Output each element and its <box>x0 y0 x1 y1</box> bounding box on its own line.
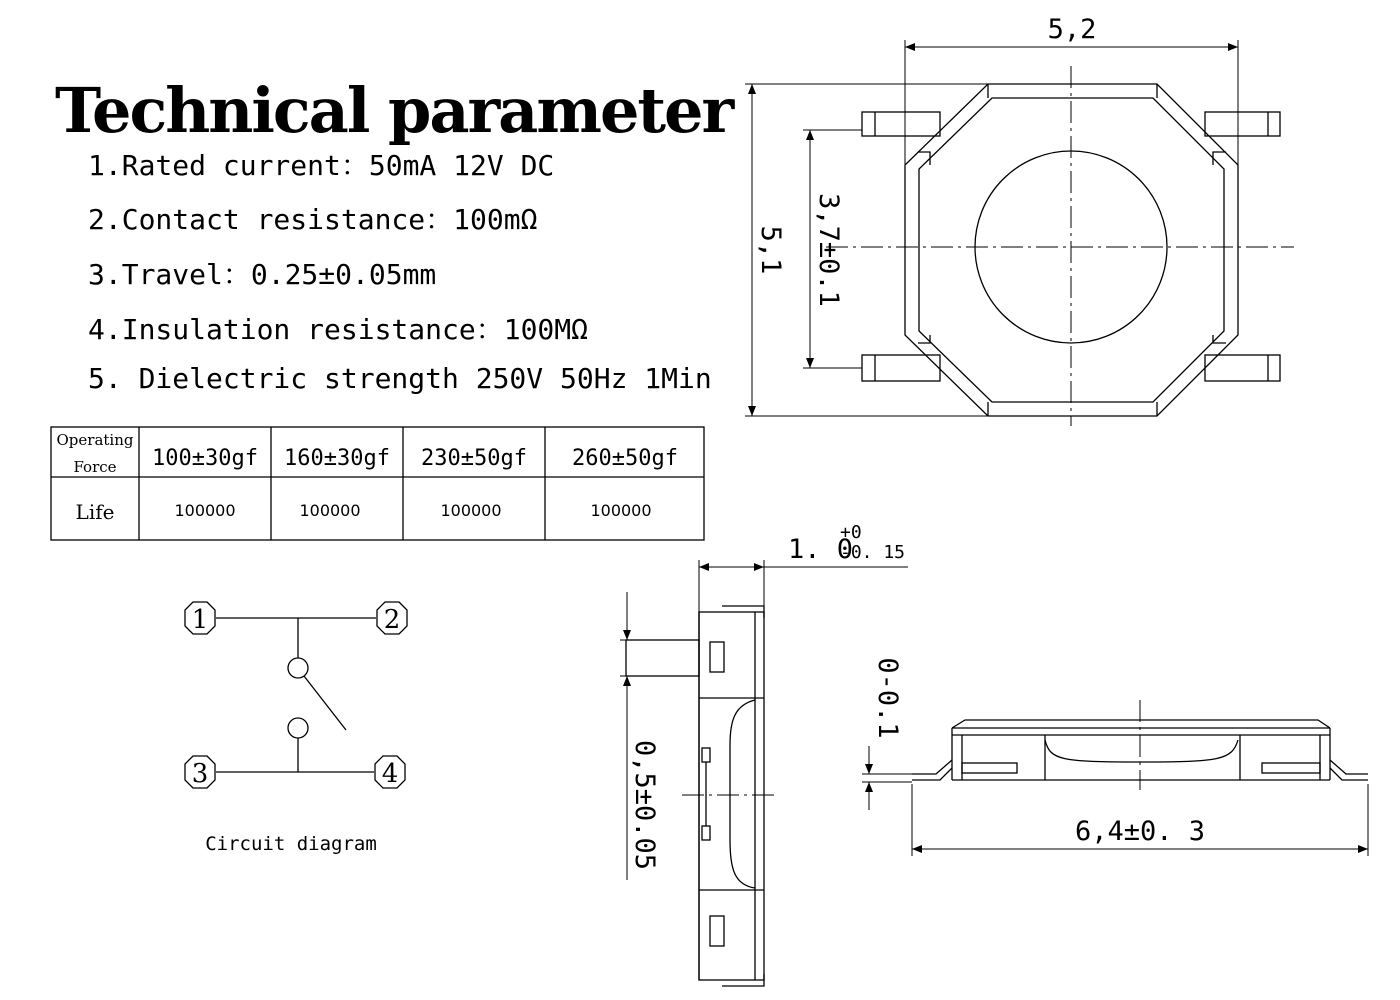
dimension-thickness-label: 1. 0 <box>788 534 854 565</box>
parameter-travel: 3.Travel：0.25±0.05mm <box>88 258 437 291</box>
life-value-4: 100000 <box>590 501 652 520</box>
parameter-dielectric-strength: 5. Dielectric strength 250V 50Hz 1Min <box>88 362 712 395</box>
dimension-thickness-tol-upper: +0 <box>840 522 862 543</box>
force-table <box>51 427 704 540</box>
life-value-1: 100000 <box>174 501 236 520</box>
force-value-3: 230±50gf <box>421 446 527 471</box>
dimension-top-width-label: 5,2 <box>1047 14 1097 45</box>
dimension-thickness-tol-lower: -0. 15 <box>840 542 906 563</box>
dimension-total-length-label: 6,4±0. 3 <box>1074 816 1206 847</box>
force-header-label-line1: Operating <box>56 431 134 449</box>
circuit-node-4: 4 <box>381 759 399 789</box>
dimension-actuator-height-label: 0,5±0.05 <box>629 739 660 871</box>
circuit-caption: Circuit diagram <box>205 833 377 855</box>
parameter-contact-resistance: 2.Contact resistance：100mΩ <box>88 203 538 236</box>
dimension-standoff <box>862 746 912 810</box>
parameter-list <box>88 149 712 395</box>
life-value-3: 100000 <box>440 501 502 520</box>
dimension-standoff-label: 0-0.1 <box>872 657 903 739</box>
circuit-node-2: 2 <box>383 605 401 635</box>
force-value-4: 260±50gf <box>572 446 678 471</box>
force-header-label-line2: Force <box>73 458 117 476</box>
life-value-2: 100000 <box>299 501 361 520</box>
circuit-diagram <box>185 602 407 788</box>
circuit-node-1: 1 <box>191 605 209 635</box>
dimension-pin-span-label: 3,7±0.1 <box>813 193 844 307</box>
dimension-total-height-label: 5,1 <box>755 225 786 275</box>
parameter-insulation-resistance: 4.Insulation resistance：100MΩ <box>88 313 589 346</box>
heading: Technical parameter <box>55 74 733 147</box>
dimension-thickness <box>699 560 908 612</box>
parameter-rated-current: 1.Rated current：50mA 12V DC <box>88 149 555 182</box>
circuit-node-3: 3 <box>191 759 209 789</box>
force-value-2: 160±30gf <box>284 446 390 471</box>
force-value-1: 100±30gf <box>152 446 258 471</box>
life-label: Life <box>75 500 115 524</box>
